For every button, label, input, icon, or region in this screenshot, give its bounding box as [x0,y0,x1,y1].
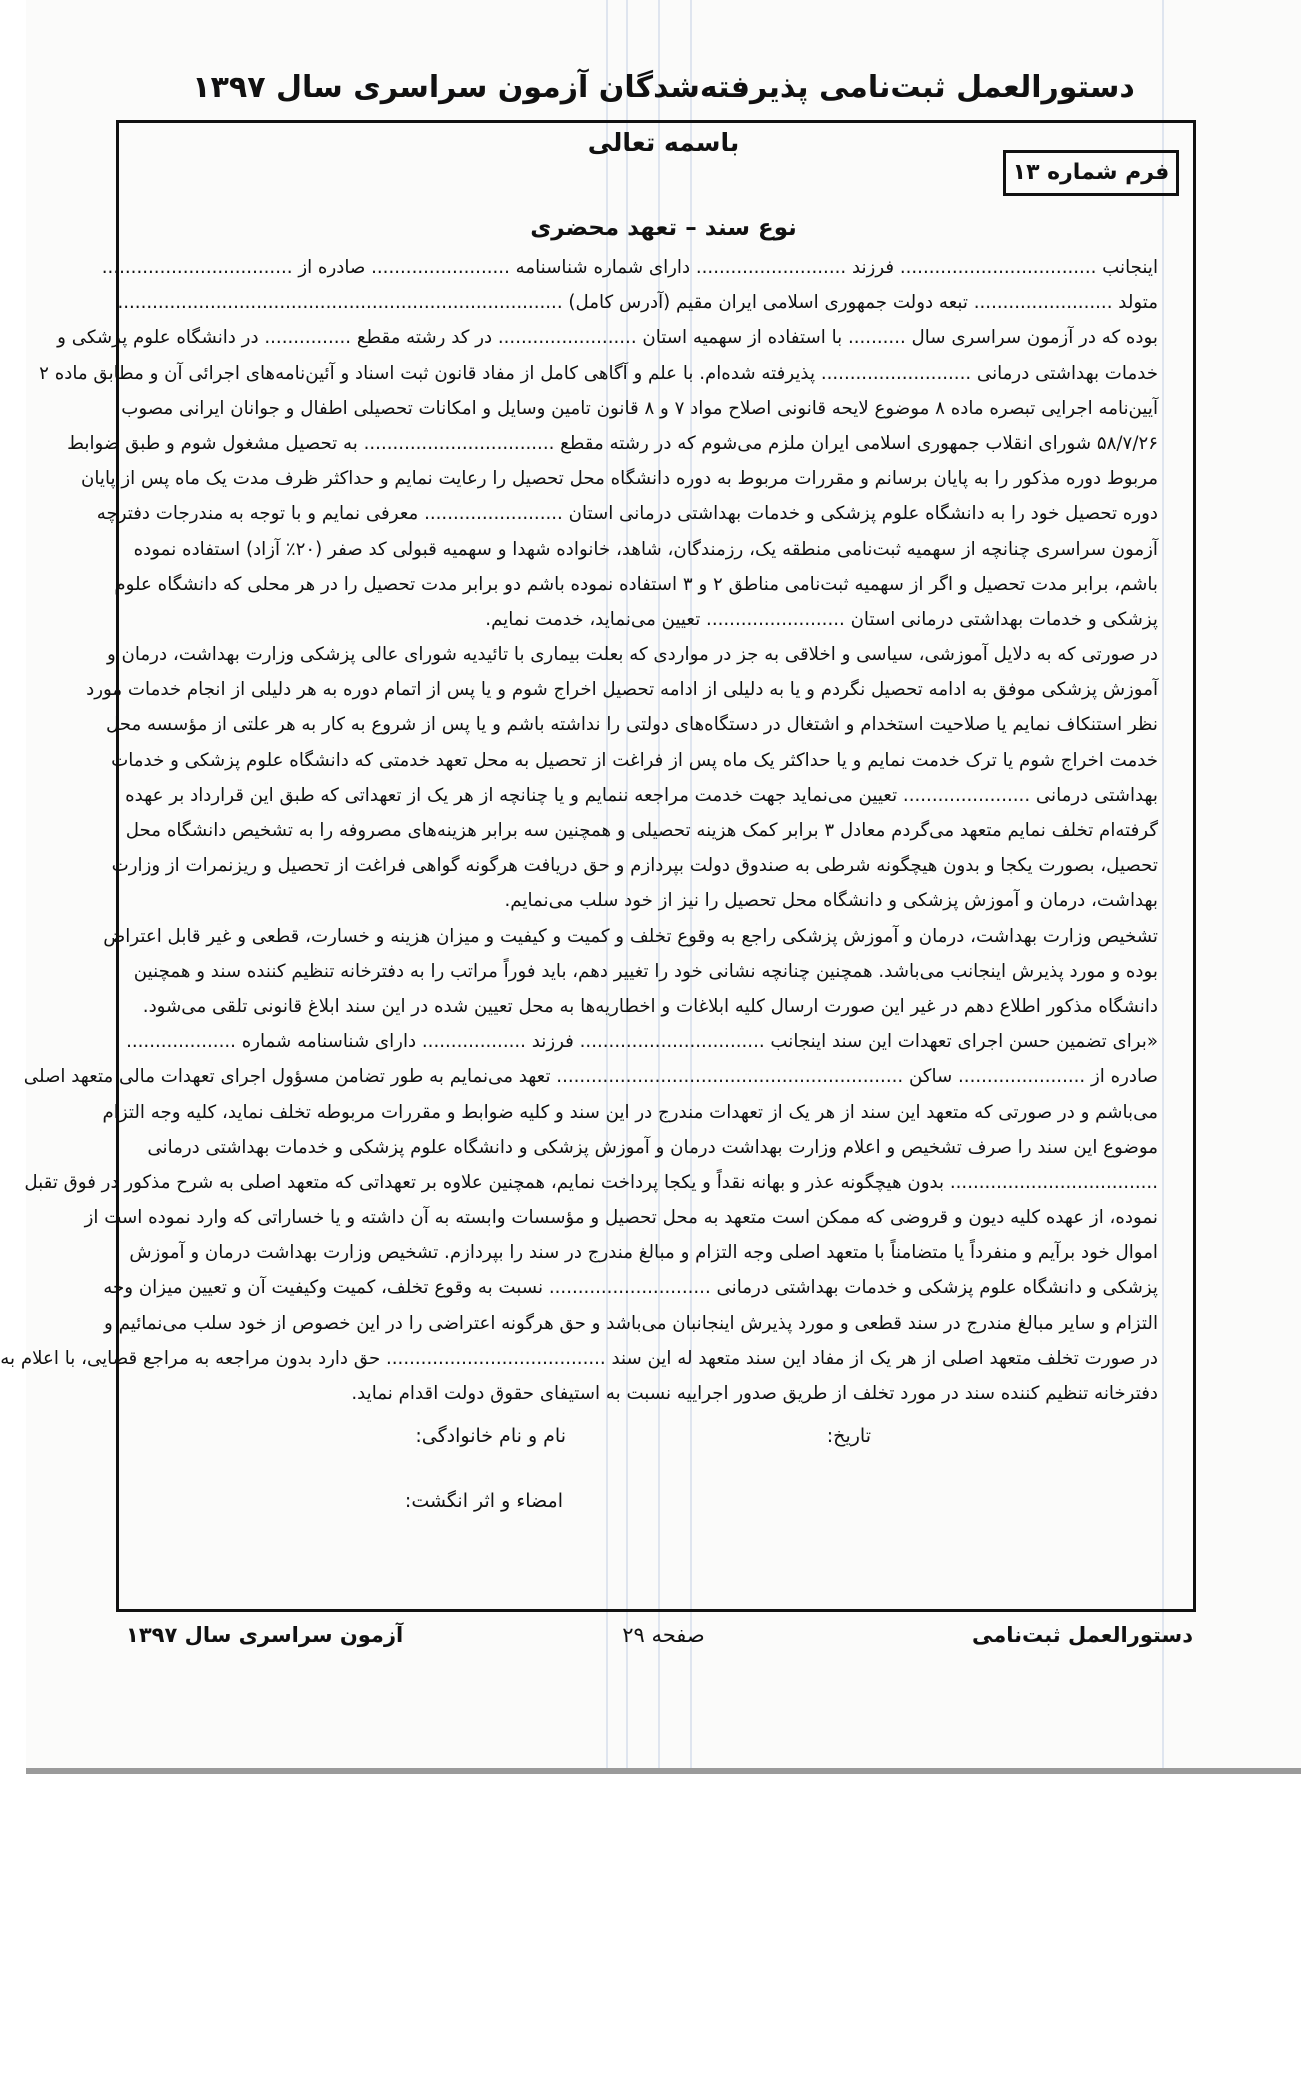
commitment-body [0,250,1158,1411]
body-line: بوده که در آزمون سراسری سال .......... با استفاده از سهمیه استان ........................ در کد رشته مقطع ............... در دانشگاه علوم پزشکی و [57,327,1158,349]
body-line: در صورتی که به دلایل آموزشی، سیاسی و اخلاقی به جز در مواردی که بعلت بیماری با تائیدیه شورای عالی پزشکی وزارت بهداشت، درمان و [106,644,1158,666]
body-line: آموزش پزشکی موفق به ادامه تحصیل نگردم و یا به دلیلی از ادامه تحصیل اخراج شوم و یا پس از اتمام دوره به هر دلیلی از انجام خدمات مورد [86,679,1158,701]
footer-right: دستورالعمل ثبت‌نامی [971,1623,1193,1647]
date-label: تاریخ: [826,1425,871,1447]
body-line: دوره تحصیل خود را به دانشگاه علوم پزشکی و خدمات بهداشتی درمانی استان ........................ معرفی نمایم و با توجه به مندرجات دفترچه [96,503,1158,525]
body-line: «برای تضمین حسن اجرای تعهدات این سند اینجانب ................................ فرزند .................. دارای شناسنامه شماره ................... [126,1031,1158,1053]
body-line: گرفته‌ام تخلف نمایم متعهد می‌گردم معادل ۳ برابر کمک هزینه تحصیلی و همچنین سه برابر هزینه‌های مصروفه را به تشخیص دانشگاه محل [125,820,1158,841]
body-line: متولد ........................ تبعه دولت جمهوری اسلامی ایران مقیم (آدرس کامل) ............................................................................. [117,292,1158,314]
body-line: می‌باشم و در صورتی که متعهد این سند از هر یک از تعهدات مندرج در این سند و کلیه ضوابط و مقررات مربوطه تخلف نماید، کلیه وجه التزام [102,1101,1158,1123]
body-line: بوده و مورد پذیرش اینجانب می‌باشد. همچنین چنانچه نشانی خود را تغییر دهم، باید فوراً مراتب را به دفترخانه تنظیم کننده سند و همچنین [133,960,1158,982]
body-line: بهداشتی درمانی ...................... تعیین می‌نماید جهت خدمت مراجعه ننمایم و یا چنانچه از هر یک از تعهداتی که طبق این قرارداد بر عهده [125,784,1158,806]
document-subject: نوع سند – تعهد محضری [530,215,797,241]
full-name-label: نام و نام خانوادگی: [415,1425,566,1447]
body-line: در صورت تخلف متعهد اصلی از هر یک از مفاد این سند متعهد له این سند ...................................... حق دارد بدون مراجعه به مراجع قضایی، با اعلام به [0,1347,1158,1369]
document-title: دستورالعمل ثبت‌نامی پذیرفته‌شدگان آزمون سراسری سال ۱۳۹۷ [192,70,1135,105]
body-line: باشم، برابر مدت تحصیل و اگر از سهمیه ثبت‌نامی مناطق ۲ و ۳ استفاده نموده باشم دو برابر مدت تحصیل را در هر محلی که دانشگاه علوم [114,573,1158,595]
body-line: خدمت اخراج شوم یا ترک خدمت نمایم و یا حداکثر یک ماه پس از فراغت از تحصیل به محل تعهد خدمتی که دانشگاه علوم پزشکی و خدمات [111,749,1158,771]
body-line: تحصیل، بصورت یکجا و بدون هیچگونه شرطی به صندوق دولت بپردازم و حق دریافت هرگونه گواهی فراغت از تحصیل و ریزنمرات از وزارت [111,855,1158,877]
body-line: دانشگاه مذکور اطلاع دهم در غیر این صورت ارسال کلیه ابلاغات و اخطاریه‌ها به محل تعیین شده در این سند ابلاغ قانونی تلقی می‌شود. [142,995,1158,1017]
body-line: مربوط دوره مذکور را به پایان برسانم و مقررات مربوط به دوره دانشگاه محل تحصیل را رعایت نمایم و حداکثر ظرف مدت یک ماه پس از پایان [81,468,1158,490]
body-line: پزشکی و خدمات بهداشتی درمانی استان ........................ تعیین می‌نماید، خدمت نمایم. [485,608,1158,630]
body-line: نموده، از عهده کلیه دیون و قروضی که ممکن است متعهد به محل تحصیل و مؤسسات وابسته به آن داشته و یا خساراتی که وارد نموده است از [84,1207,1158,1229]
body-line: اینجانب .................................. فرزند .......................... دارای شماره شناسنامه ........................ صادره از ................................. [101,257,1158,278]
body-line: نظر استنکاف نمایم یا صلاحیت استخدام و اشتغال در دستگاه‌های دولتی را نداشته باشم و یا پس از شروع به کار به هر علتی از مؤسسه محل [105,714,1158,736]
body-line: ۵۸/۷/۲۶ شورای انقلاب جمهوری اسلامی ایران ملزم می‌شوم که در رشته مقطع ................................. به تحصیل مشغول شوم و طبق ضوابط [67,432,1158,454]
page-number: صفحه ۲۹ [622,1623,705,1647]
body-line: اموال خود برآیم و منفرداً یا متضامناً با متعهد اصلی وجه التزام و مبالغ مندرج در سند را بپردازم. تشخیص وزارت بهداشت درمان و آموزش [129,1242,1158,1264]
body-line: التزام و سایر مبالغ مندرج در سند قطعی و مورد پذیرش اینجانبان می‌باشد و حق هرگونه اعتراضی را در این خصوص از خود سلب می‌نمائیم و [104,1312,1158,1334]
body-line: دفترخانه تنظیم کننده سند در مورد تخلف از طریق صدور اجراییه نسبت به استیفای حقوق دولت اقدام نماید. [351,1383,1158,1404]
signature-label: امضاء و اثر انگشت: [404,1490,563,1512]
form-number-box: فرم شماره ۱۳ [1003,150,1179,196]
body-line: صادره از ...................... ساکن ............................................................ تعهد می‌نمایم به طور تضامن مسؤول اجرای تعهدات مالی متعهد اصلی [23,1066,1158,1088]
body-line: تشخیص وزارت بهداشت، درمان و آموزش پزشکی راجع به وقوع تخلف و کمیت و کیفیت و میزان هزینه و خسارت، قطعی و غیر قابل اعتراض [103,925,1158,947]
body-line: .................................... بدون هیچگونه عذر و بهانه نقداً و یکجا پرداخت نمایم، همچنین علاوه بر تعهداتی که متعهد اصلی به شرح مذکور در فوق تقبل [24,1171,1158,1193]
body-line: آزمون سراسری چنانچه از سهمیه ثبت‌نامی منطقه یک، رزمندگان، شاهد، خانواده شهدا و سهمیه قبولی کد صفر (۲۰٪ آزاد) استفاده نموده [133,538,1158,560]
body-line: خدمات بهداشتی درمانی .......................... پذیرفته شده‌ام. با علم و آگاهی کامل از مفاد قانون ثبت اسناد و آئین‌نامه‌های اجرائی آن و مطابق ماده ۲ [39,362,1158,384]
footer-left: آزمون سراسری سال ۱۳۹۷ [126,1623,404,1647]
bismillah-heading: باسمه تعالی [587,128,740,157]
body-line: موضوع این سند را صرف تشخیص و اعلام وزارت بهداشت درمان و آموزش پزشکی و دانشگاه علوم پزشکی و خدمات بهداشتی درمانی [147,1136,1158,1158]
body-line: پزشکی و دانشگاه علوم پزشکی و خدمات بهداشتی درمانی ............................ نسبت به وقوع تخلف، کمیت وکیفیت آن و تعیین میزان وجه [103,1277,1158,1299]
body-line: آیین‌نامه اجرایی تبصره ماده ۸ موضوع لایحه قانونی اصلاح مواد ۷ و ۸ قانون تامین وسایل و امکانات تحصیلی اطفال و جوانان ایرانی مصوب [121,397,1158,419]
body-line: بهداشت، درمان و آموزش پزشکی و دانشگاه محل تحصیل را نیز از خود سلب می‌نمایم. [504,890,1158,912]
